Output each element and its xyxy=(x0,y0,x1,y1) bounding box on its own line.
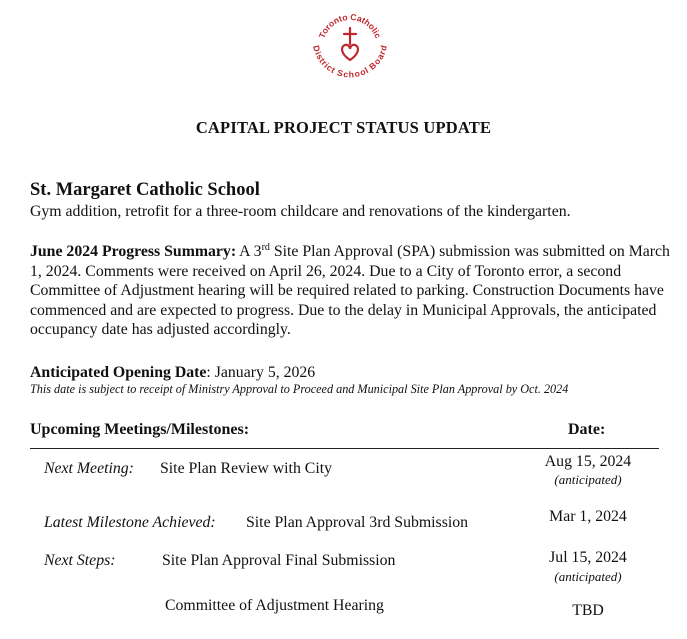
progress-summary-sup: rd xyxy=(261,242,270,253)
logo-text-top: Toronto Catholic xyxy=(316,11,384,40)
progress-summary-text-2: Site Plan Approval (SPA) submission was submitted on March 1, 2024. Comments were received on April 26, 2024. Due to a City of Toronto error, a second Committee of Adjustment hearing will be required related to parking. Construction Documents have commenced and are expected to progress. Due to the delay in Municipal Approvals, the anticipated occupancy date has adjusted accordingly. xyxy=(30,243,670,338)
opening-date-value: : January 5, 2026 xyxy=(206,364,316,381)
opening-date-note: This date is subject to receipt of Ministry Approval to Proceed and Municipal Site Plan Approval by Oct. 2024 xyxy=(30,382,569,396)
milestone-label: Next Meeting: xyxy=(44,460,134,477)
board-logo xyxy=(309,4,391,86)
milestone-label: Next Steps: xyxy=(44,552,116,569)
project-description: Gym addition, retrofit for a three-room childcare and renovations of the kindergarten. xyxy=(30,203,571,220)
milestone-date: Mar 1, 2024 xyxy=(549,508,627,525)
milestones-heading: Upcoming Meetings/Milestones: xyxy=(30,421,250,438)
svg-text:District School Board xyxy=(311,44,389,79)
date-heading: Date: xyxy=(568,421,606,438)
milestone-text: Committee of Adjustment Hearing xyxy=(165,597,384,614)
milestone-text: Site Plan Approval Final Submission xyxy=(162,552,396,569)
milestone-date: TBD xyxy=(572,602,604,619)
milestone-label: Latest Milestone Achieved: xyxy=(44,514,216,531)
progress-summary-label: June 2024 Progress Summary: xyxy=(30,243,237,260)
milestone-text: Site Plan Review with City xyxy=(160,460,333,477)
page-title: CAPITAL PROJECT STATUS UPDATE xyxy=(195,118,492,137)
milestone-date-note: (anticipated) xyxy=(554,569,622,584)
milestone-text: Site Plan Approval 3rd Submission xyxy=(246,514,469,531)
milestone-date-note: (anticipated) xyxy=(554,472,622,487)
cross-heart-icon xyxy=(342,28,358,60)
milestone-date: Aug 15, 2024 xyxy=(544,453,632,470)
opening-date xyxy=(30,364,315,382)
heading-divider xyxy=(30,448,659,449)
logo-text-bottom: District School Board xyxy=(311,44,389,80)
progress-summary xyxy=(30,242,680,340)
opening-date-label: Anticipated Opening Date xyxy=(30,364,207,381)
school-name: St. Margaret Catholic School xyxy=(30,180,260,200)
progress-summary-text-1: A 3 xyxy=(236,243,262,260)
board-seal-icon xyxy=(309,4,391,86)
milestone-date: Jul 15, 2024 xyxy=(549,549,627,566)
